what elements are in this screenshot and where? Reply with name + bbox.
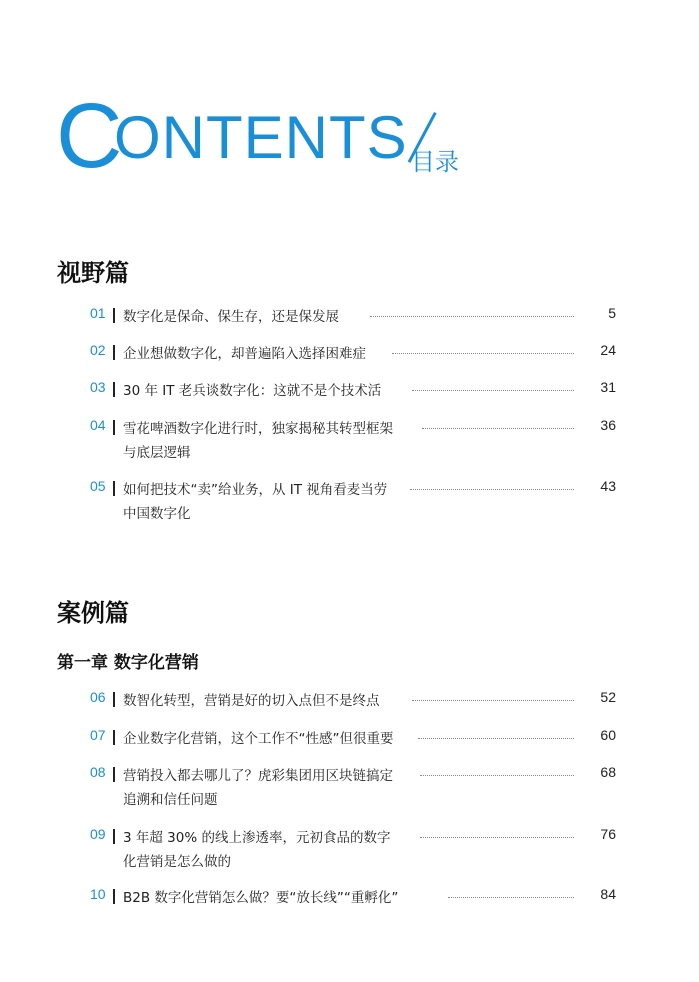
entry-number: 02 <box>90 342 106 358</box>
entry-number: 04 <box>90 417 106 433</box>
entry-page: 76 <box>600 826 616 842</box>
entry-divider <box>113 481 115 496</box>
entry-number: 03 <box>90 379 106 395</box>
entry-divider <box>113 308 115 323</box>
entry-divider <box>113 730 115 745</box>
section-title-cases: 案例篇 <box>57 599 129 627</box>
leader-dots <box>410 489 574 490</box>
entry-page: 68 <box>600 764 616 780</box>
entry-page: 31 <box>600 379 616 395</box>
leader-dots <box>420 775 574 776</box>
entry-divider <box>113 382 115 397</box>
entry-title-line: 3 年超 30% 的线上渗透率，元初食品的数字 <box>123 830 391 846</box>
entry-page: 60 <box>600 727 616 743</box>
leader-dots <box>418 738 574 739</box>
entry-title-line: 追溯和信任问题 <box>123 792 218 808</box>
leader-dots <box>412 390 574 391</box>
entry-page: 5 <box>608 305 616 321</box>
entry-number: 06 <box>90 689 106 705</box>
entry-divider <box>113 345 115 360</box>
leader-dots <box>420 837 574 838</box>
entry-title-line: 雪花啤酒数字化进行时，独家揭秘其转型框架 <box>123 421 393 437</box>
entry-number: 09 <box>90 826 106 842</box>
entry-divider <box>113 692 115 707</box>
entry-number: 10 <box>90 886 106 902</box>
entry-title-line: 营销投入都去哪儿了？虎彩集团用区块链搞定 <box>123 768 393 784</box>
leader-dots <box>448 897 574 898</box>
entry-title-line: 企业想做数字化，却普遍陷入选择困难症 <box>123 346 366 362</box>
entry-page: 24 <box>600 342 616 358</box>
entry-page: 84 <box>600 886 616 902</box>
entry-title-line: 30 年 IT 老兵谈数字化：这就不是个技术活 <box>123 383 382 399</box>
entry-title-line: 如何把技术“卖”给业务，从 IT 视角看麦当劳 <box>123 482 388 498</box>
entry-page: 52 <box>600 689 616 705</box>
contents-header <box>56 85 476 187</box>
entry-divider <box>113 420 115 435</box>
leader-dots <box>370 316 574 317</box>
entry-divider <box>113 829 115 844</box>
section-title-vision: 视野篇 <box>57 259 129 287</box>
entry-page: 43 <box>600 478 616 494</box>
entry-number: 08 <box>90 764 106 780</box>
entry-title-line: 中国数字化 <box>123 506 191 522</box>
leader-dots <box>392 353 574 354</box>
entry-title-line: 企业数字化营销，这个工作不“性感”但很重要 <box>123 731 394 747</box>
leader-dots <box>412 700 574 701</box>
contents-zh-title: 目录 <box>411 148 459 176</box>
entry-divider <box>113 767 115 782</box>
entry-page: 36 <box>600 417 616 433</box>
chapter-title: 第一章 数字化营销 <box>57 653 199 673</box>
entry-title-line: 与底层逻辑 <box>123 445 191 461</box>
entry-number: 01 <box>90 305 106 321</box>
entry-number: 05 <box>90 478 106 494</box>
entry-title-line: 数智化转型，营销是好的切入点但不是终点 <box>123 693 380 709</box>
entry-title-line: 数字化是保命、保生存，还是保发展 <box>123 309 339 325</box>
contents-word: ONTENTS <box>114 104 408 171</box>
entry-title-line: 化营销是怎么做的 <box>123 854 231 870</box>
leader-dots <box>422 428 574 429</box>
entry-divider <box>113 889 115 904</box>
entry-title-line: B2B 数字化营销怎么做？要“放长线”“重孵化” <box>123 890 399 906</box>
contents-initial: C <box>56 85 123 187</box>
entry-number: 07 <box>90 727 106 743</box>
